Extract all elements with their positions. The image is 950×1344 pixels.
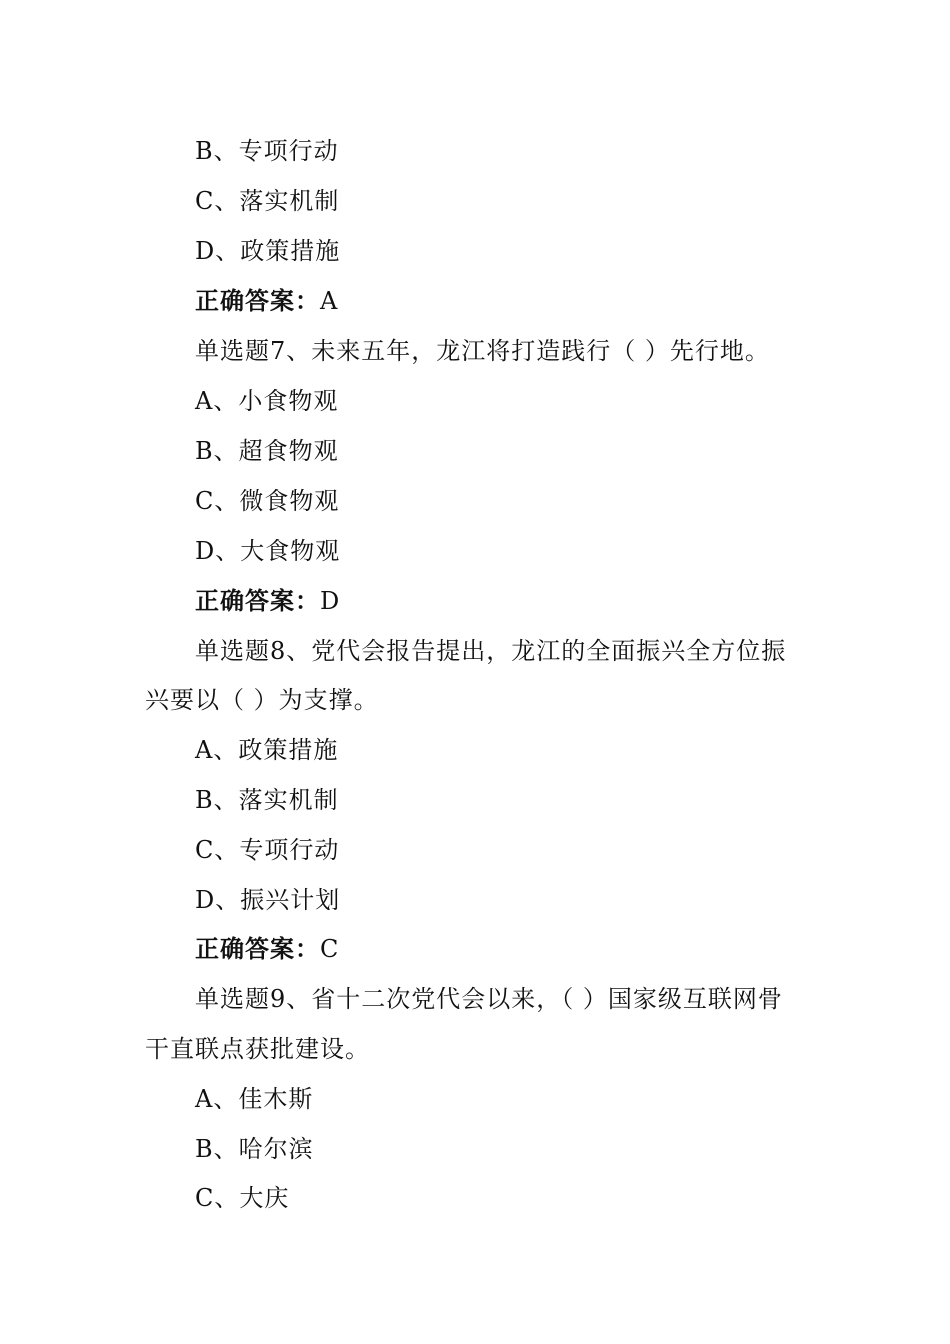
q7-option-d: D、大食物观 <box>195 537 341 565</box>
q7-option-c: C、微食物观 <box>195 487 340 515</box>
q8-option-b: B、落实机制 <box>195 786 339 814</box>
q6-option-c: C、落实机制 <box>195 187 340 215</box>
q8-stem-line-1: 单选题8、党代会报告提出，龙江的全面振兴全方位振 <box>195 637 787 665</box>
q8-option-c: C、专项行动 <box>195 836 340 864</box>
q9-stem-line-2: 干直联点获批建设。 <box>145 1035 370 1063</box>
answer-value: C <box>320 935 340 963</box>
q7-option-b: B、超食物观 <box>195 437 339 465</box>
q8-answer <box>195 934 339 964</box>
q7-answer <box>195 586 340 616</box>
answer-label: 正确答案： <box>195 935 320 963</box>
q7-option-a: A、小食物观 <box>195 387 339 415</box>
q6-answer <box>195 286 338 316</box>
answer-value: A <box>320 287 339 315</box>
q9-stem-line-1: 单选题9、省十二次党代会以来，（ ）国家级互联网骨 <box>195 985 783 1013</box>
q9-option-c: C、大庆 <box>195 1184 290 1212</box>
q6-option-d: D、政策措施 <box>195 237 341 265</box>
q7-stem: 单选题7、未来五年，龙江将打造践行（ ）先行地。 <box>195 337 770 365</box>
q9-option-a: A、佳木斯 <box>195 1085 314 1113</box>
answer-label: 正确答案： <box>195 587 320 615</box>
answer-label: 正确答案： <box>195 287 320 315</box>
q8-stem-line-2: 兴要以（ ）为支撑。 <box>145 686 379 714</box>
answer-value: D <box>320 587 341 615</box>
q8-option-a: A、政策措施 <box>195 736 339 764</box>
q8-option-d: D、振兴计划 <box>195 886 341 914</box>
q9-option-b: B、哈尔滨 <box>195 1135 314 1163</box>
q6-option-b: B、专项行动 <box>195 137 339 165</box>
